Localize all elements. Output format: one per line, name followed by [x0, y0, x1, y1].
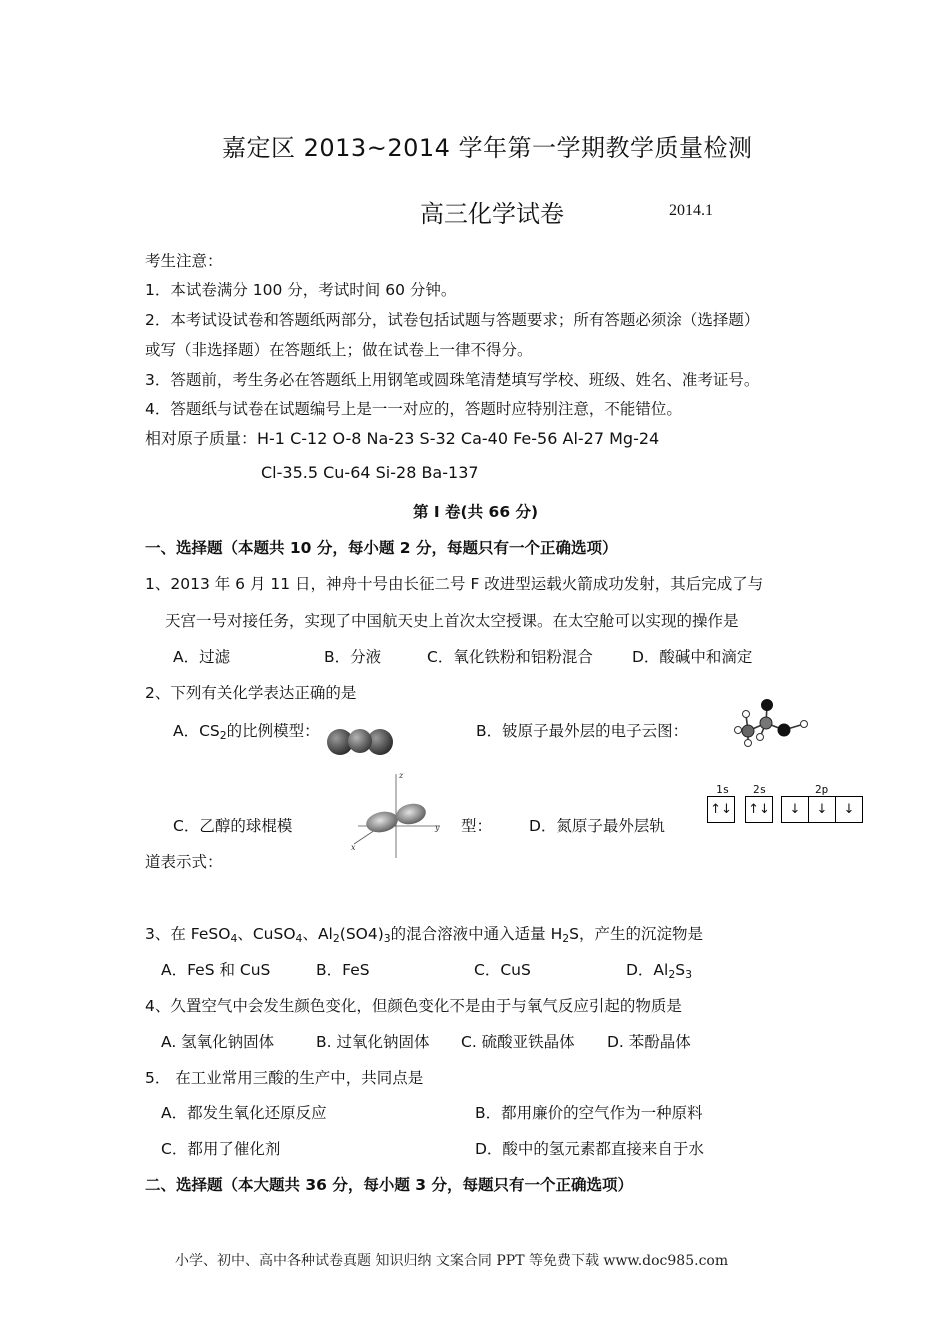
orbital-label-1s: 1s — [716, 783, 730, 796]
q2-option-d: D．氮原子最外层轨 — [529, 817, 665, 835]
page-footer: 小学、初中、高中各种试卷真题 知识归纳 文案合同 PPT 等免费下载 www.doc985.com — [175, 1253, 729, 1269]
svg-text:z: z — [399, 771, 404, 780]
orbital-cell: ↓ — [781, 796, 809, 823]
q5-option-a: A．都发生氧化还原反应 — [161, 1104, 327, 1122]
q3-option-b: B．FeS — [316, 961, 370, 979]
exam-subtitle: 高三化学试卷 — [420, 200, 564, 228]
notice-item: 1．本试卷满分 100 分，考试时间 60 分钟。 — [145, 281, 457, 299]
q2-stem: 2、下列有关化学表达正确的是 — [145, 684, 357, 702]
q3-stem: 3、在 FeSO$_4$、CuSO$_4$、$Al_2(SO4)_3$的混合溶液中通入适量 $H_2S$，产生的沉淀物是 — [145, 925, 704, 945]
q5-option-d: D．酸中的氢元素都直接来自于水 — [475, 1140, 704, 1158]
q2-option-d-suffix: 道表示式： — [145, 853, 223, 871]
p-orbital-cloud-diagram — [348, 768, 448, 860]
q1-option-c: C．氧化铁粉和铝粉混合 — [427, 648, 593, 666]
orbital-label-2p: 2p — [815, 783, 829, 796]
q2-option-c: C．乙醇的球棍模 — [173, 817, 293, 835]
q4-stem: 4、久置空气中会发生颜色变化，但颜色变化不是由于与氧气反应引起的物质是 — [145, 997, 682, 1015]
q2-option-b: B．铍原子最外层的电子云图： — [476, 722, 689, 740]
notice-item: 4．答题纸与试卷在试题编号上是一一对应的，答题时应特别注意，不能错位。 — [145, 400, 682, 418]
q5-option-c: C．都用了催化剂 — [161, 1140, 281, 1158]
atomic-mass-line2: Cl-35.5 Cu-64 Si-28 Ba-137 — [261, 463, 479, 482]
q1-option-a: A．过滤 — [173, 648, 231, 666]
orbital-cell: ↓ — [809, 796, 836, 823]
orbital-label-2s: 2s — [753, 783, 767, 796]
atomic-mass-line1: 相对原子质量：H-1 C-12 O-8 Na-23 S-32 Ca-40 Fe-56 Al-27 Mg-24 — [145, 429, 660, 448]
cs2-space-filling-model — [326, 726, 394, 758]
q1-stem-line1: 1、2013 年 6 月 11 日，神舟十号由长征二号 F 改进型运载火箭成功发射，其后完成了与 — [145, 575, 764, 593]
exam-title: 嘉定区 2013~2014 学年第一学期教学质量检测 — [222, 134, 753, 162]
q2-option-c-suffix: 型： — [461, 817, 493, 835]
notice-item: 或写（非选择题）在答题纸上；做在试卷上一律不得分。 — [145, 341, 533, 359]
q4-option-c: C. 硫酸亚铁晶体 — [461, 1033, 575, 1051]
q1-option-d: D．酸碱中和滴定 — [632, 648, 753, 666]
orbital-box-2p — [781, 796, 863, 823]
orbital-cell: ↑↓ — [745, 796, 773, 823]
section2-heading: 二、选择题（本大题共 36 分，每小题 3 分，每题只有一个正确选项） — [145, 1176, 633, 1194]
volume-heading: 第 I 卷(共 66 分) — [413, 503, 539, 521]
q4-option-b: B. 过氧化钠固体 — [316, 1033, 430, 1051]
q3-option-c: C．CuS — [474, 961, 531, 979]
q1-option-b: B．分液 — [324, 648, 382, 666]
q3-option-a: A．FeS 和 CuS — [161, 961, 271, 979]
q4-option-d: D. 苯酚晶体 — [607, 1033, 691, 1051]
q4-option-a: A. 氢氧化钠固体 — [161, 1033, 275, 1051]
q3-option-d: D．$Al_2S_3$ — [626, 961, 693, 981]
ethanol-ball-stick-model — [726, 697, 810, 747]
notice-item: 2．本考试设试卷和答题纸两部分，试卷包括试题与答题要求；所有答题必须涂（选择题） — [145, 311, 760, 329]
notice-heading: 考生注意： — [145, 252, 223, 270]
q5-stem: 5． 在工业常用三酸的生产中，共同点是 — [145, 1069, 424, 1087]
q2-option-a: A．$CS_2$的比例模型： — [173, 722, 320, 742]
q1-stem-line2: 天宫一号对接任务，实现了中国航天史上首次太空授课。在太空舱可以实现的操作是 — [165, 612, 739, 630]
svg-text:y: y — [435, 823, 440, 832]
svg-text:x: x — [351, 843, 356, 852]
q5-option-b: B．都用廉价的空气作为一种原料 — [475, 1104, 703, 1122]
exam-date: 2014.1 — [669, 202, 713, 219]
orbital-cell: ↓ — [836, 796, 863, 823]
notice-item: 3．答题前，考生务必在答题纸上用钢笔或圆珠笔清楚填写学校、班级、姓名、准考证号。 — [145, 371, 760, 389]
orbital-box-2s — [745, 796, 773, 823]
orbital-box-1s — [707, 796, 735, 823]
orbital-cell: ↑↓ — [707, 796, 735, 823]
section1-heading: 一、选择题（本题共 10 分，每小题 2 分，每题只有一个正确选项） — [145, 539, 618, 557]
